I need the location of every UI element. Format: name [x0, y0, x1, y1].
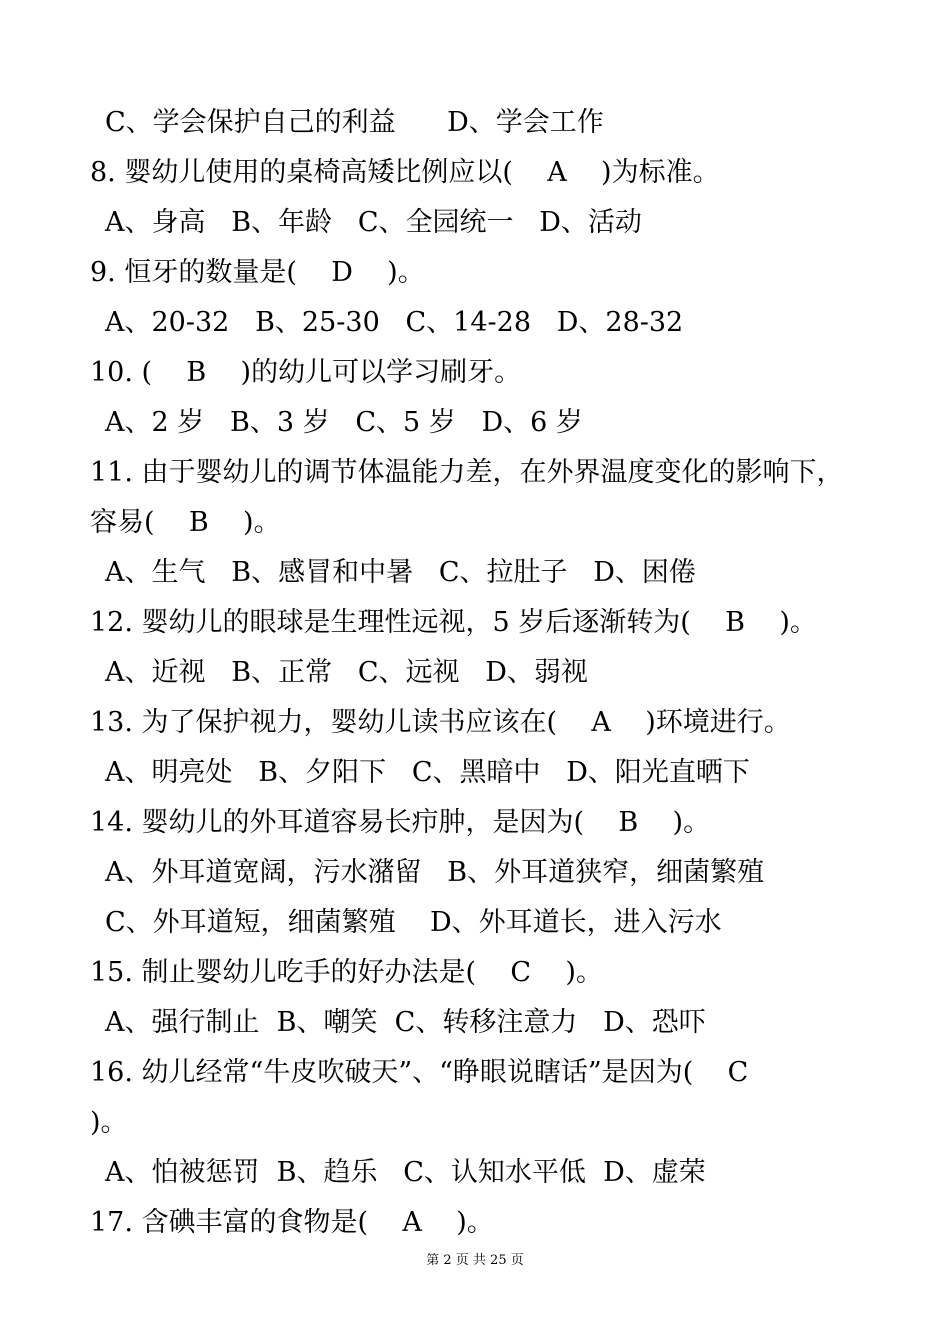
option-line: A、怕被惩罚 B、趋乐 C、认知水平低 D、虚荣	[105, 1157, 706, 1188]
option-line: C、外耳道短，细菌繁殖 D、外耳道长，进入污水	[105, 907, 722, 938]
question-line: 16. 幼儿经常“牛皮吹破天”、“睁眼说瞎话”是因为( C	[90, 1057, 749, 1088]
option-line: A、2 岁 B、3 岁 C、5 岁 D、6 岁	[105, 407, 583, 438]
question-line: 17. 含碘丰富的食物是( A )。	[90, 1207, 494, 1238]
question-line: 8. 婴幼儿使用的桌椅高矮比例应以( A )为标准。	[90, 157, 720, 188]
option-line: A、外耳道宽阔，污水潴留 B、外耳道狭窄，细菌繁殖	[105, 857, 765, 888]
option-line: A、近视 B、正常 C、远视 D、弱视	[105, 657, 588, 688]
question-line: 容易( B )。	[90, 507, 281, 538]
option-line: C、学会保护自己的利益 D、学会工作	[105, 107, 604, 138]
question-line: 15. 制止婴幼儿吃手的好办法是( C )。	[90, 957, 603, 988]
question-line: 14. 婴幼儿的外耳道容易长疖肿，是因为( B )。	[90, 807, 711, 838]
option-line: A、明亮处 B、夕阳下 C、黑暗中 D、阳光直晒下	[105, 757, 750, 788]
option-line: A、生气 B、感冒和中暑 C、拉肚子 D、困倦	[105, 557, 696, 588]
question-line: )。	[90, 1107, 128, 1138]
question-line: 10. ( B )的幼儿可以学习刷牙。	[90, 357, 522, 388]
page-number-footer: 第 2 页 共 25 页	[426, 1253, 524, 1268]
question-line: 13. 为了保护视力，婴幼儿读书应该在( A )环境进行。	[90, 707, 791, 738]
option-line: A、20-32 B、25-30 C、14-28 D、28-32	[105, 307, 684, 338]
question-line: 9. 恒牙的数量是( D )。	[90, 257, 425, 288]
option-line: A、身高 B、年龄 C、全园统一 D、活动	[105, 207, 642, 238]
question-line: 11. 由于婴幼儿的调节体温能力差，在外界温度变化的影响下，	[90, 457, 844, 488]
question-line: 12. 婴幼儿的眼球是生理性远视，5 岁后逐渐转为( B )。	[90, 607, 817, 638]
option-line: A、强行制止 B、嘲笑 C、转移注意力 D、恐吓	[105, 1007, 706, 1038]
